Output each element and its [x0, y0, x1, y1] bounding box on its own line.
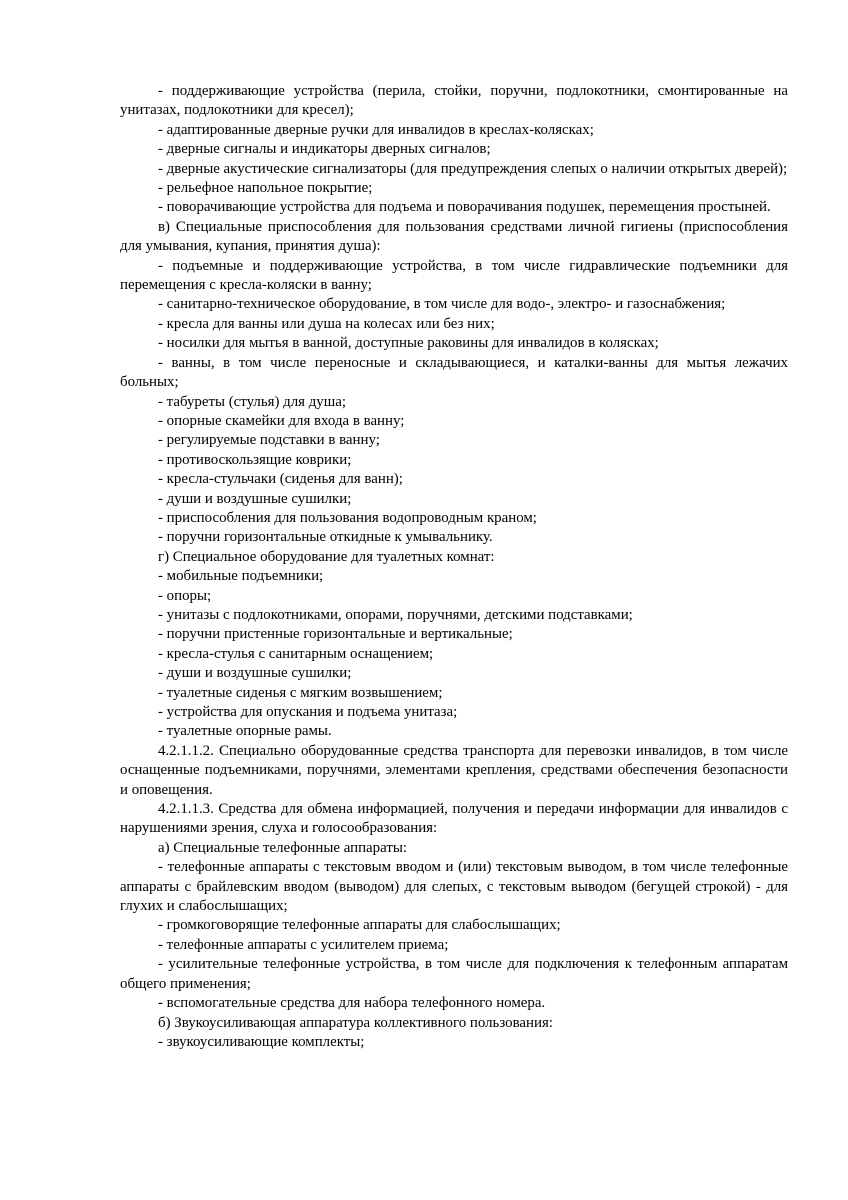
paragraph: - приспособления для пользования водопроводным краном;	[158, 509, 537, 526]
paragraph: - мобильные подъемники;	[158, 568, 324, 585]
paragraph: - унитазы с подлокотниками, опорами, поручнями, детскими подставками;	[158, 606, 633, 623]
paragraph: - телефонные аппараты с текстовым вводом и (или) текстовым выводом, в том числе телефонные аппараты с брайлевским вводом (выводом) для слепых, с текстовым выводом (бегущей строкой) - для глухих и слабослышащих;	[120, 859, 788, 915]
paragraph: - подъемные и поддерживающие устройства, в том числе гидравлические подъемники для перемещения с кресла-коляски в ванну;	[120, 257, 788, 294]
paragraph: - дверные акустические сигнализаторы (для предупреждения слепых о наличии открытых дверей);	[158, 160, 788, 177]
paragraph: - кресла-стульчаки (сиденья для ванн);	[158, 471, 403, 488]
section-heading: г) Специальное оборудование для туалетных комнат:	[158, 548, 495, 565]
paragraph: - адаптированные дверные ручки для инвалидов в креслах-колясках;	[158, 121, 594, 138]
paragraph: - вспомогательные средства для набора телефонного номера.	[158, 995, 546, 1012]
paragraph: - кресла для ванны или душа на колесах или без них;	[158, 315, 495, 332]
numbered-paragraph: 4.2.1.1.2. Специально оборудованные средства транспорта для перевозки инвалидов, в том числе оснащенные подъемниками, поручнями, элементами крепления, средствами обеспечения безопасности и оповещения.	[120, 742, 788, 798]
paragraph: - души и воздушные сушилки;	[158, 665, 352, 682]
paragraph: - опорные скамейки для входа в ванну;	[158, 412, 405, 429]
paragraph: - громкоговорящие телефонные аппараты для слабослышащих;	[158, 917, 561, 934]
paragraph: - устройства для опускания и подъема унитаза;	[158, 704, 458, 720]
numbered-paragraph: 4.2.1.1.3. Средства для обмена информацией, получения и передачи информации для инвалидов с нарушениями зрения, слуха и голосообразования:	[120, 801, 788, 837]
paragraph: - души и воздушные сушилки;	[158, 490, 352, 507]
paragraph: - туалетные опорные рамы.	[158, 723, 332, 740]
section-heading: в) Специальные приспособления для пользования средствами личной гигиены (приспособления для умывания, купания, принятия душа):	[120, 218, 788, 255]
paragraph: - поддерживающие устройства (перила, стойки, поручни, подлокотники, смонтированные на унитазах, подлокотники для кресел);	[120, 83, 788, 119]
paragraph: - носилки для мытья в ванной, доступные раковины для инвалидов в колясках;	[158, 335, 659, 352]
paragraph: - дверные сигналы и индикаторы дверных сигналов;	[158, 141, 491, 158]
paragraph: - ванны, в том числе переносные и складывающиеся, и каталки-ванны для мытья лежачих больных;	[120, 354, 788, 391]
paragraph: - опоры;	[158, 587, 212, 604]
paragraph: - усилительные телефонные устройства, в том числе для подключения к телефонным аппаратам общего применения;	[120, 956, 788, 992]
paragraph: - регулируемые подставки в ванну;	[158, 432, 380, 449]
section-heading: б) Звукоусиливающая аппаратура коллективного пользования:	[158, 1014, 553, 1031]
paragraph: - звукоусиливающие комплекты;	[158, 1033, 365, 1050]
paragraph: - рельефное напольное покрытие;	[158, 180, 373, 197]
section-heading: а) Специальные телефонные аппараты:	[158, 839, 407, 856]
document-page	[120, 82, 788, 1052]
paragraph: - санитарно-техническое оборудование, в том числе для водо-, электро- и газоснабжения;	[158, 296, 726, 313]
paragraph: - телефонные аппараты с усилителем приема;	[158, 936, 449, 953]
paragraph: - кресла-стулья с санитарным оснащением;	[158, 645, 434, 662]
paragraph: - противоскользящие коврики;	[158, 451, 352, 468]
paragraph: - табуреты (стулья) для душа;	[158, 393, 346, 410]
paragraph: - туалетные сиденья с мягким возвышением;	[158, 684, 443, 701]
paragraph: - поручни пристенные горизонтальные и вертикальные;	[158, 626, 513, 643]
paragraph: - поручни горизонтальные откидные к умывальнику.	[158, 529, 493, 546]
paragraph: - поворачивающие устройства для подъема и поворачивания подушек, перемещения простыней.	[158, 199, 771, 216]
